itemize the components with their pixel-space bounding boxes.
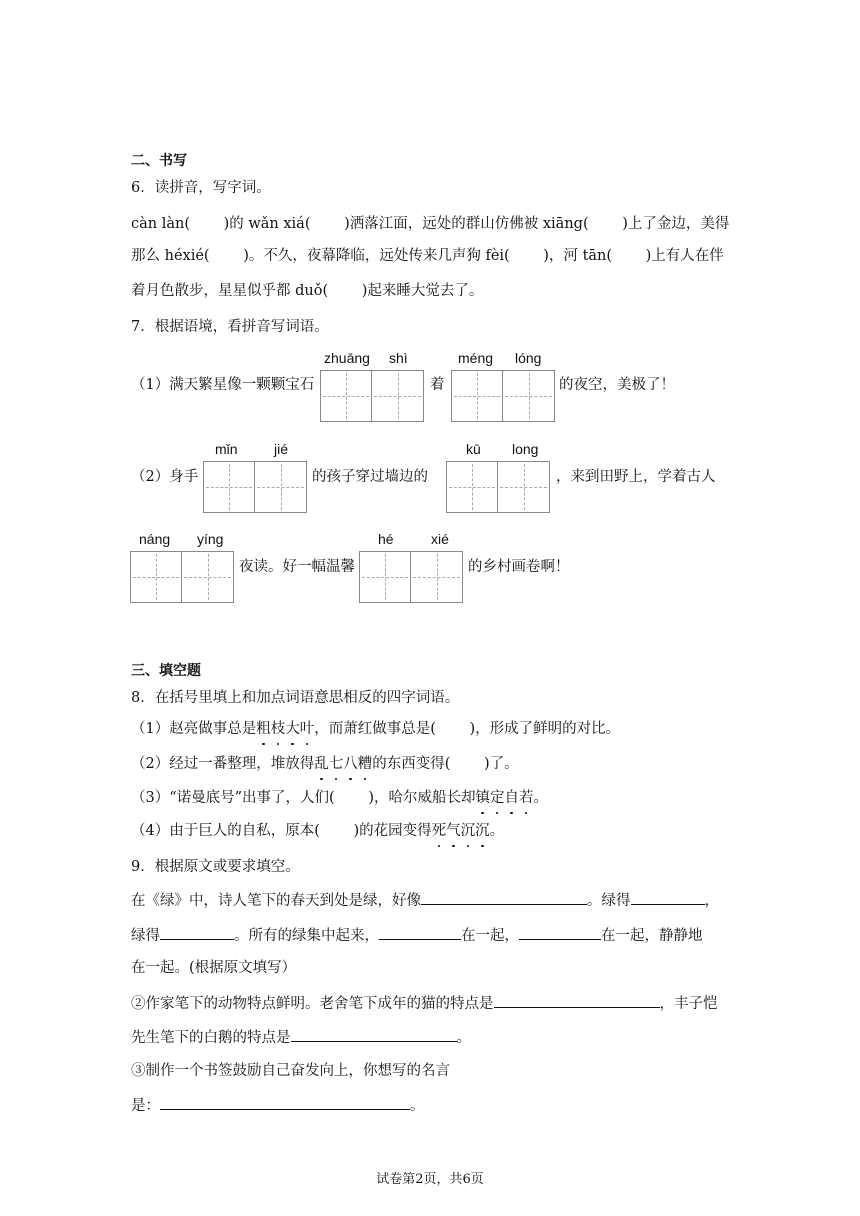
writing-cell[interactable] [503,370,555,422]
writing-grid[interactable] [446,461,550,513]
q7-row2-mid: 的孩子穿过墙边的 [312,469,428,485]
q8-item-3: （3）“诺曼底号”出事了，人们( )，哈尔威船长却镇定自若。 [131,790,548,806]
writing-cell[interactable] [203,461,255,513]
q9-line-2: 绿得 。所有的绿集中起来， 在一起， 在一起，静静地 [131,925,703,946]
q7-row1-mid: 着 [430,377,445,393]
pinyin: zhuāng [324,350,370,366]
dotted-word: 乱七八糟 [314,756,373,772]
q6-line-2: 那么 héxié( )。不久，夜幕降临，远处传来几声狗 fèi( )，河 tān( )上有人在伴 [131,248,724,264]
writing-cell[interactable] [372,370,424,422]
dotted-word: 死气沉沉 [431,823,490,839]
writing-grid[interactable] [359,551,463,603]
pinyin: yíng [197,531,224,547]
pinyin: shì [389,350,408,366]
q8-item-1: （1）赵亮做事总是粗枝大叶，而萧红做事总是( )，形成了鲜明的对比。 [131,721,621,737]
dotted-word: 粗枝大叶 [256,721,315,737]
pinyin: kū [466,441,481,457]
writing-cell[interactable] [130,551,182,603]
q9-prompt: 9．根据原文或要求填空。 [131,859,300,875]
q9-line-7: 是： 。 [131,1095,425,1116]
q6-prompt: 6．读拼音，写字词。 [131,180,271,196]
q7-row1-before: （1）满天繁星像一颗颗宝石 [131,377,315,393]
q9-line-5: 先生笔下的白鹅的特点是 。 [131,1027,471,1048]
writing-cell[interactable] [359,551,411,603]
q6-line-3: 着月色散步，星星似乎都 duǒ( )起来睡大觉去了。 [131,283,484,299]
dotted-word: 镇定自若 [475,790,534,806]
pinyin: hé [378,531,394,547]
q8-item-4: （4）由于巨人的自私，原本( )的花园变得死气沉沉。 [131,823,505,839]
pinyin: mǐn [215,441,238,457]
q7-row3-mid: 夜读。好一幅温馨 [239,559,355,575]
answer-blank[interactable] [379,925,461,940]
answer-blank[interactable] [631,890,705,905]
writing-grid[interactable] [320,370,424,422]
pinyin: méng [458,350,494,366]
q7-prompt: 7．根据语境，看拼音写词语。 [131,319,329,335]
q7-row2-before: （2）身手 [131,469,199,485]
writing-grid[interactable] [130,551,234,603]
q9-line-3: 在一起。(根据原文填写） [131,960,297,976]
q7-row1-after: 的夜空，美极了！ [559,377,675,393]
pinyin: jié [274,441,289,457]
q8-item-2: （2）经过一番整理，堆放得乱七八糟的东西变得( )了。 [131,756,519,772]
q7-row3-after: 的乡村画卷啊！ [468,559,570,575]
section-3-title: 三、填空题 [131,663,201,679]
q8-prompt: 8．在括号里填上和加点词语意思相反的四字词语。 [131,690,460,706]
q7-row2-after: ，来到田野上，学着古人 [556,469,716,485]
q6-line-1: càn làn( )的 wǎn xiá( )洒落江面，远处的群山仿佛被 xiāng( )上了金边，美得 [131,216,730,232]
writing-grid[interactable] [451,370,555,422]
answer-blank[interactable] [291,1027,457,1042]
answer-blank[interactable] [494,993,660,1008]
writing-cell[interactable] [446,461,498,513]
writing-grid[interactable] [203,461,307,513]
answer-blank[interactable] [160,1095,410,1110]
answer-blank[interactable] [519,925,601,940]
answer-blank[interactable] [160,925,234,940]
pinyin: xié [431,531,449,547]
writing-cell[interactable] [320,370,372,422]
answer-blank[interactable] [421,890,587,905]
writing-cell[interactable] [451,370,503,422]
pinyin: náng [139,531,171,547]
q9-line-4: ②作家笔下的动物特点鲜明。老舍笔下成年的猫的特点是 ，丰子恺 [131,993,718,1014]
q9-line-6: ③制作一个书签鼓励自己奋发向上，你想写的名言 [131,1063,450,1079]
section-2-title: 二、书写 [131,153,187,169]
pinyin: lóng [515,350,542,366]
writing-cell[interactable] [182,551,234,603]
page-footer: 试卷第2页，共6页 [376,1172,484,1187]
pinyin: long [512,441,539,457]
q9-line-1: 在《绿》中，诗人笔下的春天到处是绿，好像 。绿得 ， [131,890,719,911]
writing-cell[interactable] [498,461,550,513]
writing-cell[interactable] [411,551,463,603]
writing-cell[interactable] [255,461,307,513]
